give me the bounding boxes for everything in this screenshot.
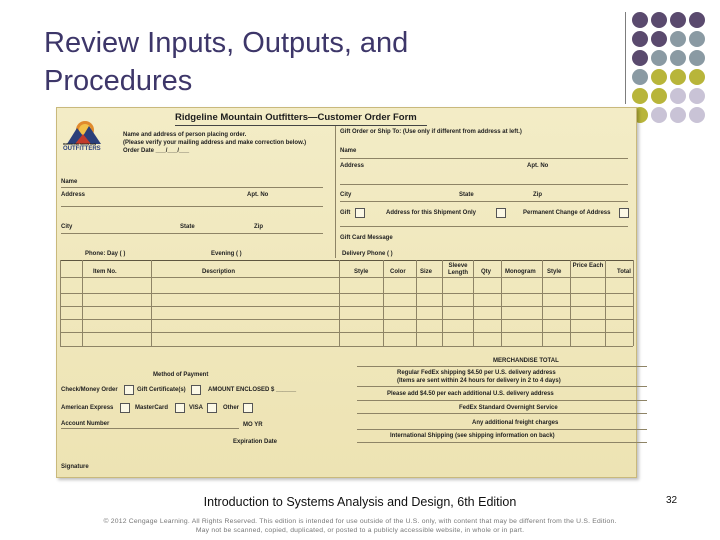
permanent-change-checkbox: [619, 208, 629, 218]
add-per-address: Please add $4.50 per each additional U.S. delivery address: [387, 391, 554, 397]
col-description: Description: [202, 269, 236, 275]
decor-dot: [670, 88, 686, 104]
amex-checkbox: [120, 403, 130, 413]
decor-dot: [670, 69, 686, 85]
decorative-divider: [625, 12, 626, 104]
decor-dot: [651, 69, 667, 85]
customer-order-form-image: [56, 107, 637, 478]
account-number: Account Number: [61, 421, 110, 427]
decor-dot: [689, 107, 705, 123]
left-apt-label: Apt. No: [247, 192, 269, 198]
other-checkbox: [243, 403, 253, 413]
decor-dot: [670, 12, 686, 28]
placer-line1: Name and address of person placing order.: [123, 132, 247, 138]
decor-dot: [651, 50, 667, 66]
phone-day-label: Phone: Day ( ): [85, 251, 126, 257]
col-size: Size: [420, 269, 433, 275]
gift-label: Gift: [340, 210, 351, 216]
decor-dot: [670, 31, 686, 47]
evening-label: Evening ( ): [211, 251, 242, 257]
logo-text-small: RIDGELINE MOUNTAIN: [63, 142, 97, 146]
right-apt-label: Apt. No: [527, 163, 549, 169]
decor-dot: [689, 31, 705, 47]
decor-dot: [670, 50, 686, 66]
right-state-label: State: [459, 192, 474, 198]
left-city-label: City: [61, 224, 73, 230]
american-express: American Express: [61, 405, 114, 411]
gift-certificates: Gift Certificate(s): [137, 387, 186, 393]
page-number: 32: [666, 495, 678, 506]
slide-title: [44, 24, 604, 100]
fedex-overnight: FedEx Standard Overnight Service: [459, 405, 558, 411]
decor-dot: [651, 107, 667, 123]
decor-dot: [689, 50, 705, 66]
mastercard-checkbox: [175, 403, 185, 413]
gift-certificates-checkbox: [191, 385, 201, 395]
decor-dot: [689, 88, 705, 104]
decor-dot: [689, 69, 705, 85]
decor-dot: [632, 88, 648, 104]
decor-dot: [651, 12, 667, 28]
decor-dot: [632, 12, 648, 28]
international-shipping: International Shipping (see shipping information on back): [390, 433, 555, 439]
merchandise-total: MERCHANDISE TOTAL: [493, 358, 559, 364]
order-date-label: Order Date ___/___/___: [123, 148, 190, 154]
decor-dot: [651, 88, 667, 104]
gift-order-header: Gift Order or Ship To: (Use only if different from address at left.): [340, 129, 522, 135]
method-of-payment: Method of Payment: [153, 372, 209, 378]
gift-card-message-label: Gift Card Message: [340, 235, 393, 241]
check-money-order: Check/Money Order: [61, 387, 118, 393]
col-style: Style: [354, 269, 369, 275]
decor-dot: [632, 69, 648, 85]
decor-dot: [689, 12, 705, 28]
left-name-label: Name: [61, 179, 78, 185]
form-title: Ridgeline Mountain Outfitters—Customer Order Form: [175, 112, 417, 123]
left-address-label: Address: [61, 192, 86, 198]
col-price-each: Price Each: [572, 263, 604, 269]
col-monogram-style: Style: [547, 269, 562, 275]
decor-dot: [670, 107, 686, 123]
left-zip-label: Zip: [254, 224, 263, 230]
mo-yr: MO YR: [243, 422, 263, 428]
copyright-line1: © 2012 Cengage Learning. All Rights Reserved. This edition is intended for use outside of the U.S. only, with content that may be different from the U.S. Edition.: [103, 518, 617, 525]
slide-title-line2: Procedures: [44, 65, 193, 97]
permanent-change-label: Permanent Change of Address: [523, 210, 611, 216]
col-sleeve-length: Sleeve Length: [448, 263, 468, 276]
col-monogram: Monogram: [505, 269, 536, 275]
decor-dot: [651, 31, 667, 47]
amount-enclosed: AMOUNT ENCLOSED $ ______: [208, 387, 297, 393]
col-total: Total: [617, 269, 631, 275]
address-only-label: Address for this Shipment Only: [386, 210, 477, 216]
logo-text: OUTFITTERS: [63, 146, 101, 152]
col-qty: Qty: [481, 269, 492, 275]
slide-footer: Introduction to Systems Analysis and Design, 6th Edition: [203, 495, 517, 509]
col-item-no: Item No.: [93, 269, 117, 275]
regular-fedex-line1: Regular FedEx shipping $4.50 per U.S. delivery address: [397, 370, 556, 376]
slide-title-line1: Review Inputs, Outputs, and: [44, 27, 409, 59]
visa-checkbox: [207, 403, 217, 413]
mastercard: MasterCard: [135, 405, 169, 411]
other: Other: [223, 405, 240, 411]
gift-checkbox: [355, 208, 365, 218]
right-address-label: Address: [340, 163, 365, 169]
decor-dot: [632, 50, 648, 66]
left-state-label: State: [180, 224, 195, 230]
expiration-date: Expiration Date: [233, 439, 278, 445]
copyright-notice: [0, 517, 720, 535]
copyright-line2: May not be scanned, copied, duplicated, or posted to a publicly accessible website, in whole or in part.: [195, 527, 525, 534]
right-zip-label: Zip: [533, 192, 542, 198]
regular-fedex-line2: (Items are sent within 24 hours for delivery in 2 to 4 days): [397, 378, 561, 384]
placer-line2: (Please verify your mailing address and make correction below.): [123, 140, 307, 146]
additional-freight: Any additional freight charges: [472, 420, 559, 426]
right-city-label: City: [340, 192, 352, 198]
check-money-order-checkbox: [124, 385, 134, 395]
address-only-checkbox: [496, 208, 506, 218]
right-name-label: Name: [340, 148, 357, 154]
visa: VISA: [189, 405, 204, 411]
col-color: Color: [390, 269, 406, 275]
decor-dot: [632, 31, 648, 47]
signature: Signature: [61, 464, 89, 470]
delivery-phone-label: Delivery Phone ( ): [342, 251, 393, 257]
